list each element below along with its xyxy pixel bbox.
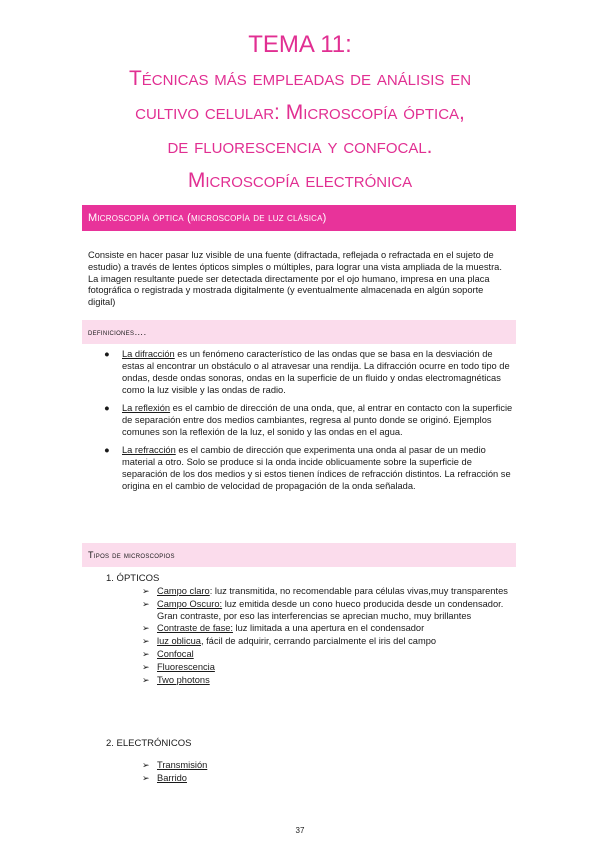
- definitions-list: [104, 348, 514, 498]
- title-line-5: Microscopía electrónica: [187, 169, 413, 192]
- definition-term: La refracción: [122, 445, 176, 455]
- bullet-icon: ●: [104, 403, 110, 413]
- definitions-heading: definiciones….: [82, 320, 516, 344]
- page-number: 37: [295, 826, 305, 835]
- item-term: Campo Oscuro:: [157, 598, 223, 609]
- title-block: [40, 28, 560, 198]
- arrow-bullet-icon: ➢: [142, 661, 150, 672]
- item-term: Two photons: [157, 674, 210, 685]
- definition-term: La difracción: [122, 349, 175, 359]
- arrow-bullet-icon: ➢: [142, 648, 150, 659]
- item-term: Contraste de fase:: [157, 623, 233, 634]
- list-item: [142, 675, 512, 687]
- item-term: luz oblicua: [157, 636, 201, 647]
- definition-item: [104, 444, 514, 492]
- list-item: [142, 760, 512, 772]
- title-line-2: Técnicas más empleadas de análisis en: [128, 67, 472, 90]
- item-text: : luz transmitida, no recomendable para células vivas,muy transparentes: [209, 586, 508, 596]
- list-item: [142, 623, 512, 635]
- definition-term: La reflexión: [122, 403, 171, 413]
- list-item: [142, 773, 512, 785]
- optical-microscopes-list: [142, 586, 512, 687]
- arrow-bullet-icon: ➢: [142, 623, 150, 634]
- bullet-icon: ●: [104, 445, 110, 455]
- electronic-category-label: 2. ELECTRÓNICOS: [106, 738, 192, 749]
- item-term: Fluorescencia: [157, 661, 215, 672]
- electronic-microscopes-list: [142, 760, 512, 786]
- title-line-3: cultivo celular: Microscopía óptica,: [135, 101, 465, 124]
- title-topic-number: TEMA 11:: [248, 31, 352, 58]
- bullet-icon: ●: [104, 349, 110, 359]
- list-item: [142, 586, 512, 598]
- arrow-bullet-icon: ➢: [142, 772, 150, 783]
- definition-item: [104, 348, 514, 396]
- definition-text: es un fenómeno característico de las ondas que se basa en la desviación de estas al encontrar un obstáculo o al atravesar una rendija. La difracción ocurre en todo tipo de ondas, desde ondas sonoras, ondas en la superficie de un fluido y ondas electromagnéticas como la luz visible y las ondas de radio.: [122, 349, 510, 395]
- item-term: Transmisión: [157, 760, 208, 770]
- intro-paragraph: Consiste en hacer pasar luz visible de una fuente (difractada, reflejada o refractada en el sujeto de estudio) a través de lentes ópticos simples o múltiples, para lograr una vista ampliada de la muestra. La imagen resultante puede ser detectada directamente por el ojo humano, impresa en una placa fotográfica o registrada y mostrada digitalmente (y eventualmente almacenada en algún soporte digital): [88, 250, 502, 308]
- optical-category-label: 1. ÓPTICOS: [106, 573, 160, 584]
- arrow-bullet-icon: ➢: [142, 598, 150, 609]
- list-item: [142, 649, 512, 661]
- item-term: Campo claro: [157, 586, 210, 596]
- arrow-bullet-icon: ➢: [142, 586, 150, 596]
- definition-text: es el cambio de dirección de una onda, que, al entrar en contacto con la superficie de separación entre dos medios cambiantes, regresa al punto donde se originó. Ejemplos comunes son la reflexión de la luz, el sonido y las ondas en el agua.: [122, 403, 513, 437]
- item-text: , fácil de adquirir, cerrando parcialmente el iris del campo: [200, 636, 437, 647]
- list-item: [142, 599, 512, 623]
- microscope-types-heading: Tipos de microscopios: [82, 543, 516, 567]
- definition-text: es el cambio de dirección que experimenta una onda al pasar de un medio material a otro. Solo se produce si la onda incide oblicuamente sobre la superficie de separación de los dos medios y si estos tienen índices de refracción distintos. La refracción se origina en el cambio de velocidad de propagación de la onda señalada.: [122, 445, 511, 491]
- arrow-bullet-icon: ➢: [142, 760, 150, 770]
- section-heading-optical-microscopy: Microscopía óptica (microscopía de luz clásica): [82, 205, 516, 231]
- item-term: Confocal: [157, 648, 194, 659]
- item-text: luz limitada a una apertura en el condensador: [232, 623, 425, 634]
- definition-item: [104, 402, 514, 438]
- arrow-bullet-icon: ➢: [142, 636, 150, 647]
- list-item: [142, 636, 512, 648]
- item-text: luz emitida desde un cono hueco producida desde un condensador. Gran contraste, por eso las interferencias se aprecian mucho, muy brillantes: [157, 598, 504, 621]
- item-term: Barrido: [157, 772, 187, 783]
- arrow-bullet-icon: ➢: [142, 674, 150, 685]
- list-item: [142, 662, 512, 674]
- title-line-4: de fluorescencia y confocal.: [167, 135, 433, 158]
